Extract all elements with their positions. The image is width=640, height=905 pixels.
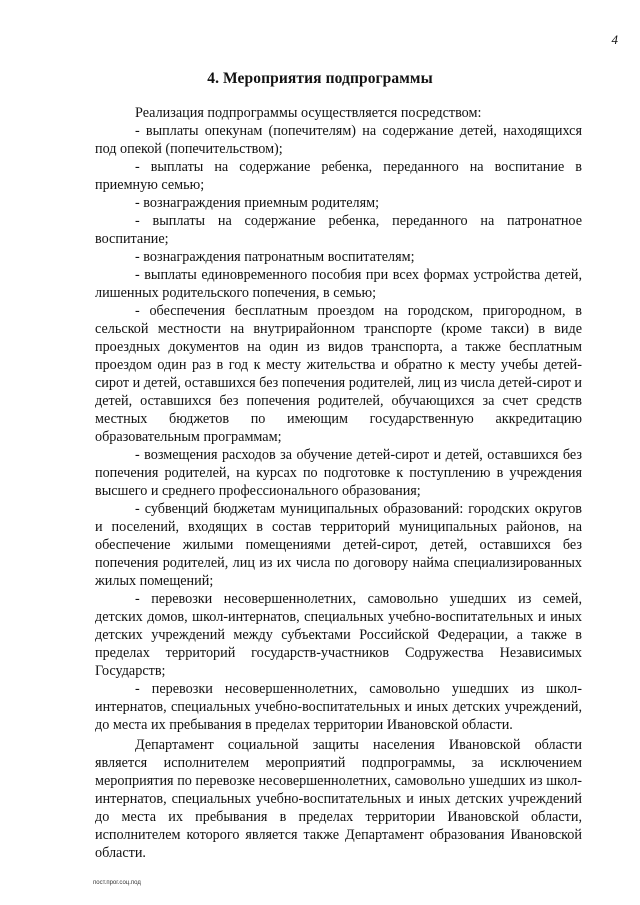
page-number: 4 xyxy=(611,32,618,47)
footer-file-label: пост.прог.соц.под xyxy=(93,880,141,886)
section-body xyxy=(95,104,582,862)
list-item: - возмещения расходов за обучение детей-сирот и детей, оставшихся без попечения родителей, на курсах по подготовке к поступлению в учреждения высшего и среднего профессионального образования; xyxy=(95,447,582,499)
list-item: - перевозки несовершеннолетних, самовольно ушедших из школ-интернатов, специальных учебно-воспитательных и иных детских учреждений, до места их пребывания в пределах территории Ивановской области. xyxy=(95,681,582,733)
list-item: - выплаты опекунам (попечителям) на содержание детей, находящихся под опекой (попечительством); xyxy=(95,123,582,157)
intro-paragraph: Реализация подпрограммы осуществляется посредством: xyxy=(135,105,482,121)
list-item: - вознаграждения патронатным воспитателям; xyxy=(135,249,415,265)
list-item: - вознаграждения приемным родителям; xyxy=(135,195,380,211)
list-item: - субвенций бюджетам муниципальных образований: городских округов и поселений, входящих в состав территорий муниципальных районов, на обеспечение жилыми помещениями детей-сирот, детей, оставшихся без попечения родителей, лиц из их числа по договору найма специализированных жилых помещений; xyxy=(95,501,582,589)
list-item: - обеспечения бесплатным проездом на городском, пригородном, в сельской местности на внутрирайонном транспорте (кроме такси) в виде проездных документов на один из видов транспорта, а также бесплатным проездом один раз в год к месту жительства и обратно к месту учебы детей-сирот и детей, оставшихся без попечения родителей, лиц из числа детей-сирот и детей, оставшихся без попечения родителей, обучающихся за счет средств местных бюджетов по имеющим государственную аккредитацию образовательным программам; xyxy=(95,303,582,445)
closing-paragraph: Департамент социальной защиты населения Ивановской области является исполнителем мероприятий подпрограммы, за исключением мероприятия по перевозке несовершеннолетних, самовольно ушедших из школ-интернатов, специальных учебно-воспитательных и иных детских учреждений до места их пребывания в пределах территории Ивановской области, исполнителем которого является также Департамент образования Ивановской области. xyxy=(95,737,582,861)
list-item: - выплаты на содержание ребенка, переданного на воспитание в приемную семью; xyxy=(95,159,582,193)
section-heading: 4. Мероприятия подпрограммы xyxy=(207,70,433,87)
list-item: - перевозки несовершеннолетних, самовольно ушедших из семей, детских домов, школ-интернатов, специальных учебно-воспитательных и иных детских учреждений между субъектами Российской Федерации, а также в пределах территорий государств-участников Содружества Независимых Государств; xyxy=(95,591,582,679)
list-item: - выплаты на содержание ребенка, переданного на патронатное воспитание; xyxy=(95,213,582,247)
list-item: - выплаты единовременного пособия при всех формах устройства детей, лишенных родительского попечения, в семью; xyxy=(95,267,582,301)
